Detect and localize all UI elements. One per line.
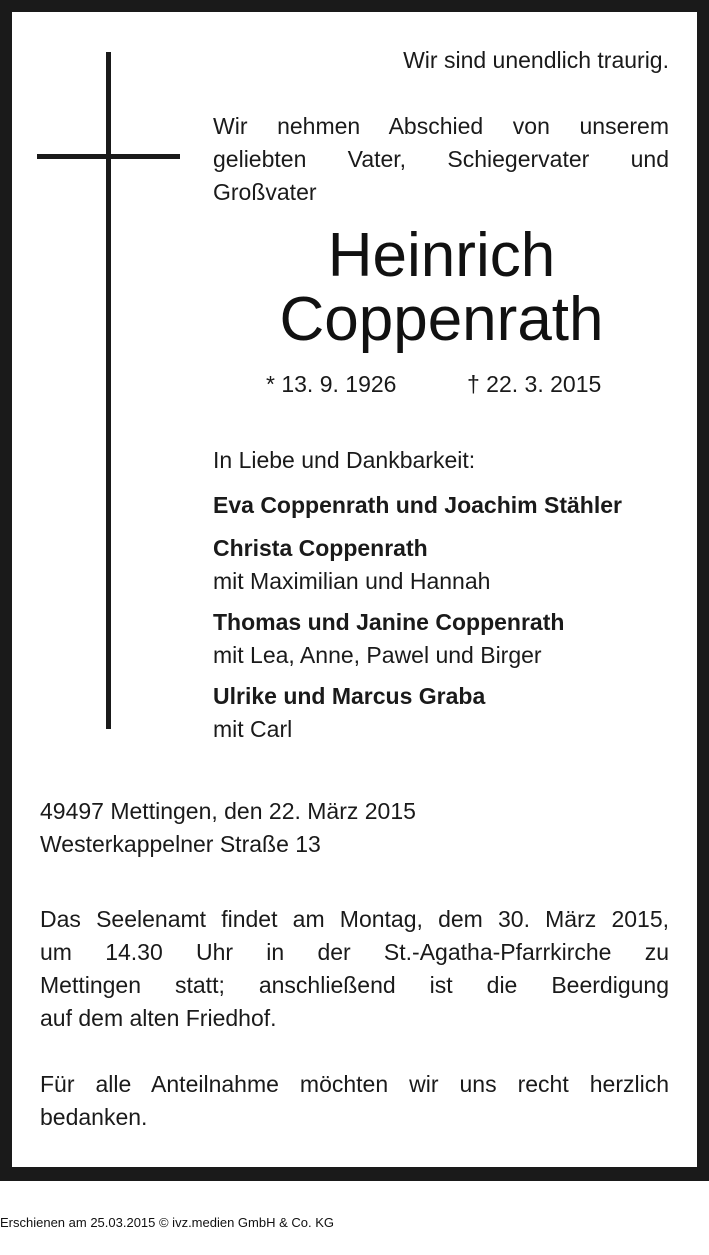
closing-line: Für alle Anteilnahme möchten wir uns recht herzlich <box>40 1071 669 1097</box>
first-name: Heinrich <box>327 221 556 290</box>
family-name: Christa Coppenrath <box>213 535 428 561</box>
family-entry <box>213 680 673 746</box>
closing-text <box>40 1068 669 1134</box>
family-entry <box>213 489 673 522</box>
family-entry <box>213 532 673 598</box>
family-name: Thomas und Janine Coppenrath <box>213 609 565 635</box>
intro-text <box>213 110 669 209</box>
family-name: Ulrike und Marcus Graba <box>213 683 486 709</box>
service-line: um 14.30 Uhr in der St.-Agatha-Pfarrkirche zu <box>40 939 669 965</box>
service-line: auf dem alten Friedhof. <box>40 1005 277 1031</box>
family-sub: mit Lea, Anne, Pawel und Birger <box>213 642 542 668</box>
place-date: 49497 Mettingen, den 22. März 2015 <box>40 798 416 824</box>
death-date: † 22. 3. 2015 <box>467 371 602 397</box>
family-name: Eva Coppenrath und Joachim Stähler <box>213 492 622 518</box>
thanks-line: In Liebe und Dankbarkeit: <box>213 447 476 473</box>
intro-line: geliebten Vater, Schiegervater und <box>213 146 669 172</box>
birth-date: * 13. 9. 1926 <box>266 371 397 397</box>
service-line: Mettingen statt; anschließend ist die Beerdigung <box>40 972 669 998</box>
last-name: Coppenrath <box>279 285 604 354</box>
service-line: Das Seelenamt findet am Montag, dem 30. März 2015, <box>40 906 669 932</box>
address: Westerkappelner Straße 13 <box>40 831 321 857</box>
intro-line: Wir nehmen Abschied von unserem <box>213 113 669 139</box>
family-entry <box>213 606 673 672</box>
place-and-address <box>40 795 669 861</box>
closing-line: bedanken. <box>40 1104 148 1130</box>
cross-horizontal-beam <box>37 154 180 159</box>
family-sub: mit Maximilian und Hannah <box>213 568 491 594</box>
intro-line: Großvater <box>213 179 317 205</box>
publication-footer: Erschienen am 25.03.2015 © ivz.medien GmbH & Co. KG <box>0 1215 335 1230</box>
service-info <box>40 903 669 1035</box>
deceased-name <box>214 221 669 354</box>
family-sub: mit Carl <box>213 716 293 742</box>
headline: Wir sind unendlich traurig. <box>403 47 669 73</box>
